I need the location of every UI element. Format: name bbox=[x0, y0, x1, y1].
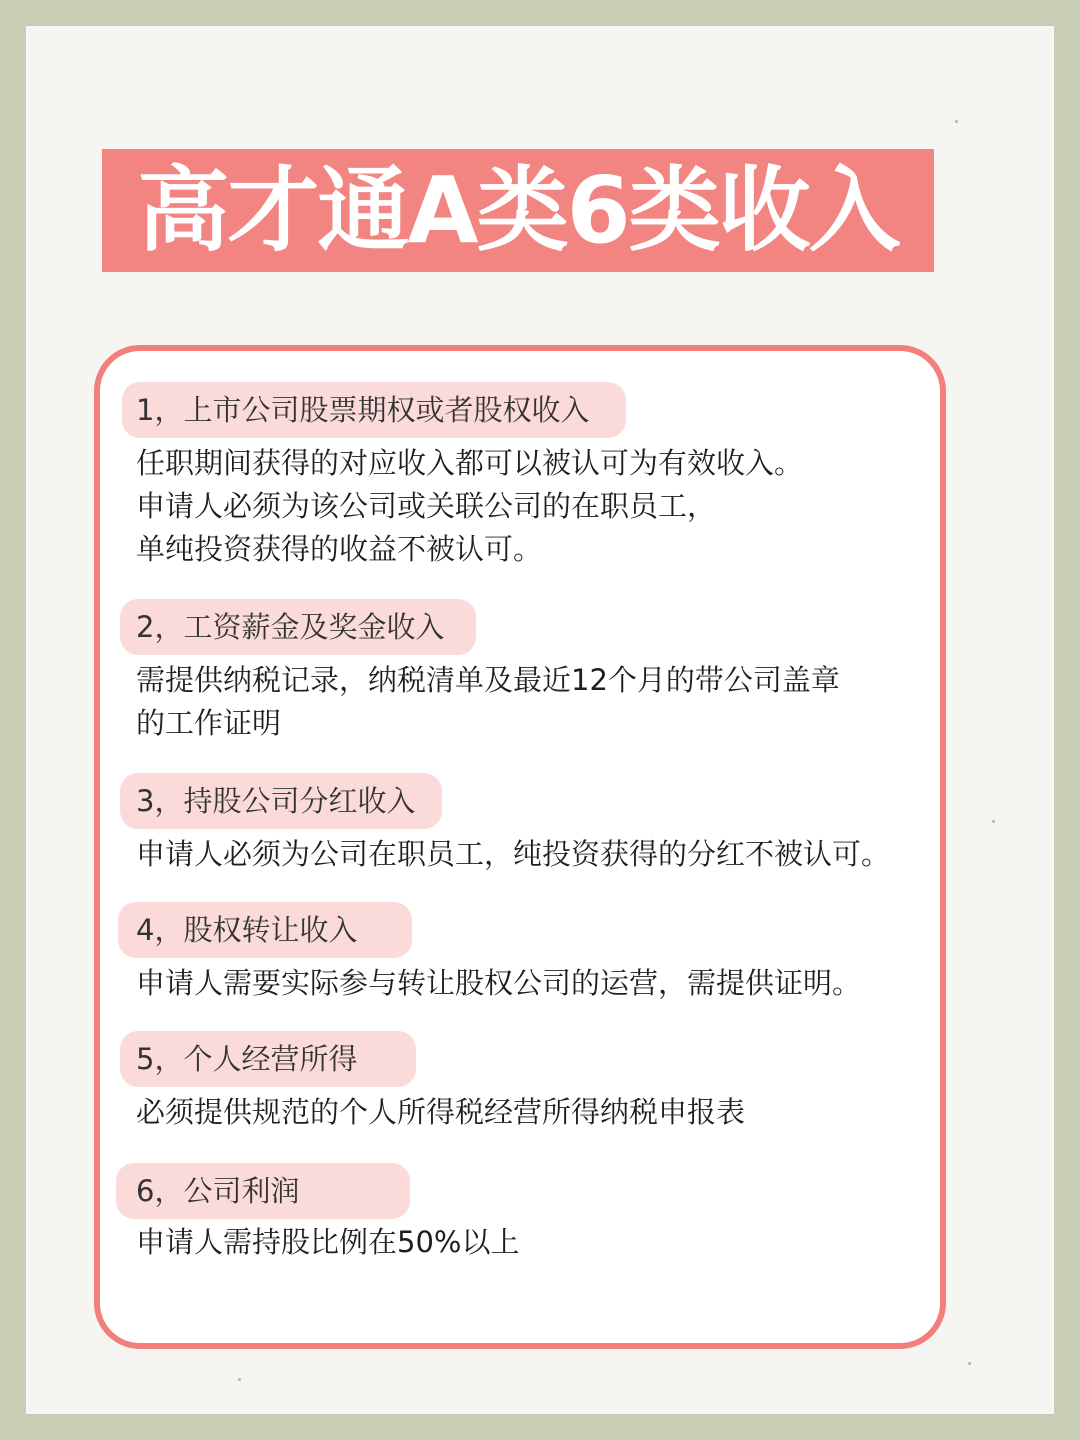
item-line: 申请人必须为该公司或关联公司的在职员工， bbox=[136, 489, 717, 523]
item-line: 需提供纳税记录，纳税清单及最近12个月的带公司盖章 bbox=[136, 663, 840, 697]
item-line: 申请人必须为公司在职员工，纯投资获得的分红不被认可。 bbox=[136, 837, 891, 871]
item-line: 的工作证明 bbox=[136, 706, 282, 740]
paper-speck bbox=[955, 120, 958, 123]
item-heading: 6，公司利润 bbox=[136, 1174, 300, 1208]
item-heading: 1，上市公司股票期权或者股权收入 bbox=[136, 393, 590, 427]
paper-speck bbox=[968, 1362, 971, 1365]
item-line: 任职期间获得的对应收入都可以被认可为有效收入。 bbox=[136, 446, 804, 480]
item-line: 必须提供规范的个人所得税经营所得纳税申报表 bbox=[136, 1095, 746, 1129]
item-heading: 5，个人经营所得 bbox=[136, 1042, 358, 1076]
paper-speck bbox=[238, 1378, 241, 1381]
content-card bbox=[94, 345, 946, 1349]
item-line: 申请人需要实际参与转让股权公司的运营，需提供证明。 bbox=[136, 966, 862, 1000]
title-banner bbox=[102, 149, 934, 272]
item-heading: 4，股权转让收入 bbox=[136, 913, 358, 947]
item-line: 单纯投资获得的收益不被认可。 bbox=[136, 532, 543, 566]
item-heading: 2，工资薪金及奖金收入 bbox=[136, 610, 445, 644]
paper-speck bbox=[992, 820, 995, 823]
item-heading: 3，持股公司分红收入 bbox=[136, 784, 416, 818]
item-line: 申请人需持股比例在50%以上 bbox=[136, 1225, 520, 1259]
page-title: 高才通A类6类收入 bbox=[137, 156, 899, 264]
